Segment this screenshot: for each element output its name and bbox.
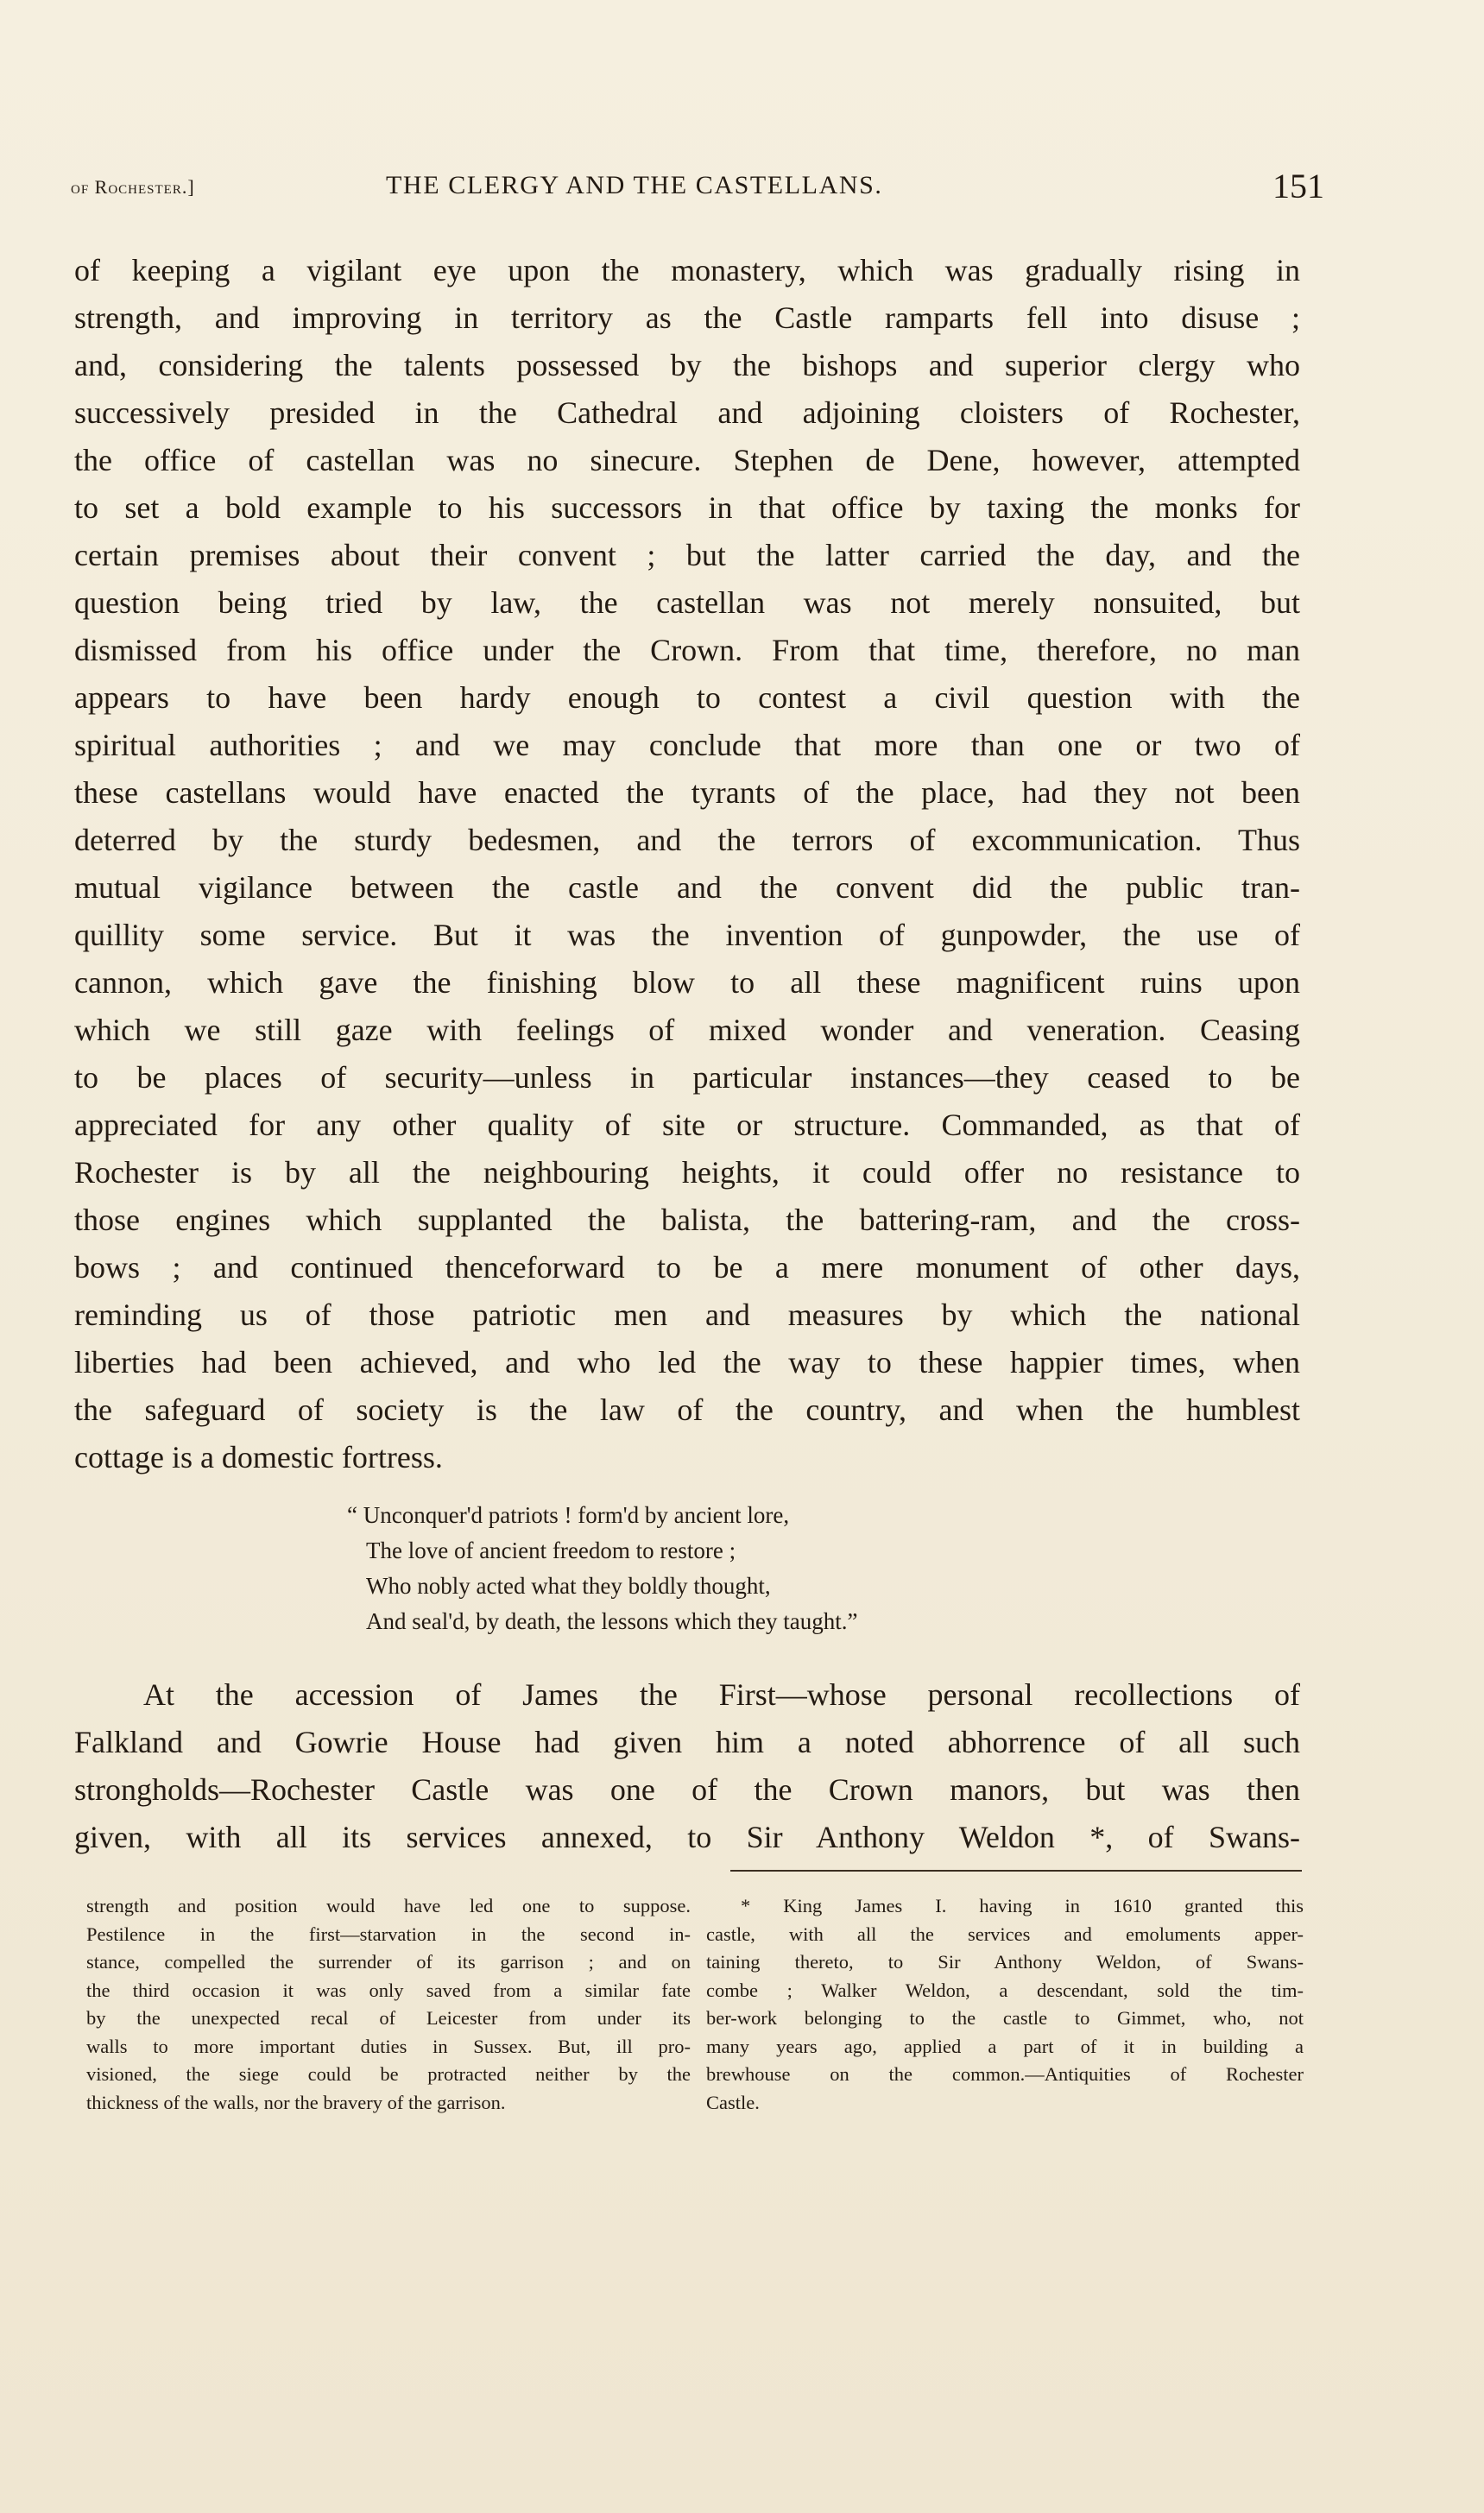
text-line: appreciated for any other quality of site or structure. Commanded, as that of: [74, 1108, 1300, 1142]
text-line: deterred by the sturdy bedesmen, and the terrors of excommunication. Thus: [74, 823, 1300, 857]
text-line: to be places of security—unless in particular instances—they ceased to be: [74, 1060, 1300, 1095]
text-line: these castellans would have enacted the tyrants of the place, had they not been: [74, 775, 1300, 810]
text-line: liberties had been achieved, and who led the way to these happier times, when: [74, 1345, 1300, 1380]
footnote-line: ber-work belonging to the castle to Gimmet, who, not: [706, 2007, 1304, 2029]
text-line: the safeguard of society is the law of the country, and when the humblest: [74, 1392, 1300, 1427]
text-line: certain premises about their convent ; but the latter carried the day, and the: [74, 538, 1300, 572]
paragraph-1: [74, 247, 1300, 1481]
footnote-line: * King James I. having in 1610 granted this: [741, 1895, 1304, 1916]
verse-line: “ Unconquer'd patriots ! form'd by ancient lore,: [347, 1502, 790, 1528]
verse-line: And seal'd, by death, the lessons which they taught.”: [366, 1608, 858, 1634]
text-line: mutual vigilance between the castle and the convent did the public tran-: [74, 870, 1300, 905]
text-line: those engines which supplanted the balista, the battering-ram, and the cross-: [74, 1203, 1300, 1237]
paragraph-2: [74, 1671, 1300, 1861]
text-line: reminding us of those patriotic men and measures by which the national: [74, 1298, 1300, 1332]
text-line: given, with all its services annexed, to Sir Anthony Weldon *, of Swans-: [74, 1820, 1300, 1854]
text-line: strongholds—Rochester Castle was one of the Crown manors, but was then: [74, 1772, 1300, 1807]
text-line: cottage is a domestic fortress.: [74, 1440, 443, 1474]
footnote-line: combe ; Walker Weldon, a descendant, sold the tim-: [706, 1979, 1304, 2001]
text-line: which we still gaze with feelings of mixed wonder and veneration. Ceasing: [74, 1013, 1300, 1047]
running-header: [71, 167, 1324, 207]
footnote-line: strength and position would have led one to suppose.: [86, 1895, 691, 1916]
footnote-line: by the unexpected recal of Leicester from under its: [86, 2007, 691, 2029]
footnote-right-column: [706, 1892, 1304, 2117]
page-number: 151: [1272, 167, 1324, 205]
text-line: to set a bold example to his successors in that office by taxing the monks for: [74, 490, 1300, 525]
footnote-line: thickness of the walls, nor the bravery of the garrison.: [86, 2091, 506, 2113]
text-line: quillity some service. But it was the invention of gunpowder, the use of: [74, 918, 1300, 952]
verse-line: The love of ancient freedom to restore ;: [366, 1537, 736, 1563]
header-section-label: of Rochester.]: [71, 176, 195, 198]
text-line: question being tried by law, the castellan was not merely nonsuited, but: [74, 585, 1300, 620]
footnote-line: brewhouse on the common.—Antiquities of Rochester: [706, 2063, 1304, 2085]
text-line: bows ; and continued thenceforward to be a mere monument of other days,: [74, 1250, 1300, 1285]
text-line: cannon, which gave the finishing blow to all these magnificent ruins upon: [74, 965, 1300, 1000]
footnote-left-column: [86, 1892, 691, 2117]
footnote-line: Castle.: [706, 2091, 760, 2113]
verse-line: Who nobly acted what they boldly thought,: [366, 1573, 771, 1599]
footnote-line: castle, with all the services and emoluments apper-: [706, 1923, 1304, 1945]
footnote-line: taining thereto, to Sir Anthony Weldon, of Swans-: [706, 1951, 1304, 1973]
text-line: and, considering the talents possessed by the bishops and superior clergy who: [74, 348, 1300, 382]
footnote-line: visioned, the siege could be protracted neither by the: [86, 2063, 691, 2085]
text-line: Falkland and Gowrie House had given him a noted abhorrence of all such: [74, 1725, 1300, 1759]
text-line: dismissed from his office under the Crown. From that time, therefore, no man: [74, 633, 1300, 667]
text-line: At the accession of James the First—whose personal recollections of: [143, 1677, 1300, 1712]
header-title: THE CLERGY AND THE CASTELLANS.: [386, 171, 883, 199]
text-line: the office of castellan was no sinecure. Stephen de Dene, however, attempted: [74, 443, 1300, 477]
text-line: Rochester is by all the neighbouring heights, it could offer no resistance to: [74, 1155, 1300, 1190]
footnote-line: Pestilence in the first—starvation in the second in-: [86, 1923, 691, 1945]
text-line: successively presided in the Cathedral and adjoining cloisters of Rochester,: [74, 395, 1300, 430]
verse-quotation: [347, 1498, 1124, 1639]
footnote-line: the third occasion it was only saved from a similar fate: [86, 1979, 691, 2001]
footnote-divider: [730, 1870, 1302, 1872]
footnote-line: walls to more important duties in Sussex. But, ill pro-: [86, 2035, 691, 2057]
footnote-line: stance, compelled the surrender of its garrison ; and on: [86, 1951, 691, 1973]
text-line: of keeping a vigilant eye upon the monastery, which was gradually rising in: [74, 253, 1300, 287]
text-line: strength, and improving in territory as the Castle ramparts fell into disuse ;: [74, 300, 1300, 335]
text-line: appears to have been hardy enough to contest a civil question with the: [74, 680, 1300, 715]
text-line: spiritual authorities ; and we may conclude that more than one or two of: [74, 728, 1300, 762]
footnote-line: many years ago, applied a part of it in building a: [706, 2035, 1304, 2057]
